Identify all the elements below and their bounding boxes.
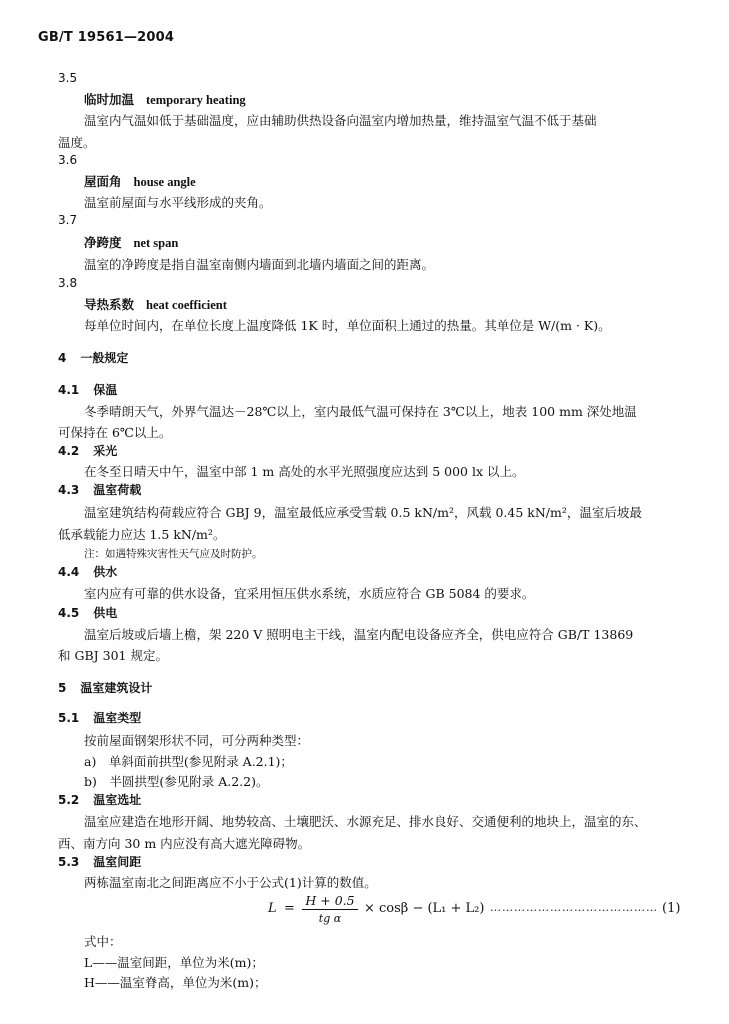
term-heading xyxy=(84,233,178,251)
clause-heading xyxy=(58,381,117,398)
term-english: house angle xyxy=(133,175,196,189)
clause-title: 温室荷载 xyxy=(93,483,142,497)
clause-heading xyxy=(58,853,141,870)
body-line: 按前屋面钢架形状不同，可分两种类型： xyxy=(84,733,310,748)
definition-line: 温度。 xyxy=(58,135,96,150)
standard-number-header: GB/T 19561—2004 xyxy=(38,30,175,45)
fraction-denominator: tg α xyxy=(318,912,342,925)
clause-number: 3.5 xyxy=(58,71,78,85)
term-chinese: 导热系数 xyxy=(84,297,135,312)
term-heading xyxy=(84,172,196,190)
section-heading xyxy=(58,679,152,696)
term-english: net span xyxy=(133,236,179,250)
formula-lhs: L xyxy=(268,901,277,916)
formula-equals: = xyxy=(284,901,295,916)
clause-number: 4.3 xyxy=(58,483,80,497)
clause-number: 5.1 xyxy=(58,711,80,725)
clause-heading xyxy=(58,563,117,580)
clause-number: 4.4 xyxy=(58,565,80,579)
clause-title: 供水 xyxy=(93,565,118,579)
list-item: a) 单斜面前拱型(参见附录 A.2.1)； xyxy=(84,754,293,769)
list-item: b) 半圆拱型(参见附录 A.2.2)。 xyxy=(84,774,269,789)
formula-fraction xyxy=(302,893,358,925)
clause-heading xyxy=(58,604,117,621)
section-heading xyxy=(58,349,128,366)
where-label: 式中： xyxy=(84,934,122,949)
clause-number: 3.8 xyxy=(58,276,78,290)
body-line: 室内应有可靠的供水设备，宜采用恒压供水系统，水质应符合 GB 5084 的要求。 xyxy=(84,586,535,601)
body-line: 可保持在 6℃以上。 xyxy=(58,425,172,440)
clause-heading xyxy=(58,481,141,498)
definition-line: 温室的净跨度是指自温室南侧内墙面到北墙内墙面之间的距离。 xyxy=(84,257,435,272)
section-number: 4 xyxy=(58,351,67,365)
body-line: 低承载能力应达 1.5 kN/m²。 xyxy=(58,527,226,542)
clause-number: 4.1 xyxy=(58,383,80,397)
term-heading xyxy=(84,295,227,313)
term-english: heat coefficient xyxy=(146,298,227,312)
clause-number: 4.5 xyxy=(58,606,80,620)
clause-number: 3.7 xyxy=(58,213,78,227)
variable-definition: L——温室间距，单位为米(m)； xyxy=(84,955,264,970)
body-line: 温室建筑结构荷载应符合 GBJ 9，温室最低应承受雪载 0.5 kN/m²，风载 0.45 kN/m²，温室后坡最 xyxy=(84,505,642,520)
fraction-bar xyxy=(302,909,358,910)
term-heading xyxy=(84,90,246,108)
clause-number: 4.2 xyxy=(58,444,80,458)
clause-title: 采光 xyxy=(93,444,118,458)
clause-title: 温室类型 xyxy=(93,711,142,725)
note: 注：如遇特殊灾害性天气应及时防护。 xyxy=(84,548,263,560)
formula-remainder: × cosβ − (L₁ + L₂) xyxy=(364,901,485,916)
body-line: 两栋温室南北之间距离应不小于公式(1)计算的数值。 xyxy=(84,875,377,890)
formula-1 xyxy=(268,893,688,929)
clause-title: 供电 xyxy=(93,606,118,620)
term-chinese: 净跨度 xyxy=(84,235,122,250)
fraction-numerator: H + 0.5 xyxy=(305,893,355,908)
body-line: 温室后坡或后墙上檐，架 220 V 照明电主干线，温室内配电设备应齐全，供电应符合 GB/T 13869 xyxy=(84,627,634,642)
formula-leader-dots: …………………………………… xyxy=(490,901,658,914)
clause-number: 5.2 xyxy=(58,793,80,807)
term-chinese: 屋面角 xyxy=(84,174,122,189)
section-title: 一般规定 xyxy=(80,351,129,365)
body-line: 温室应建造在地形开阔、地势较高、土壤肥沃、水源充足、排水良好、交通便利的地块上，温室的东、 xyxy=(84,814,647,829)
section-number: 5 xyxy=(58,681,67,695)
clause-heading xyxy=(58,709,141,726)
clause-title: 保温 xyxy=(93,383,118,397)
clause-number: 3.6 xyxy=(58,153,78,167)
clause-title: 温室选址 xyxy=(93,793,142,807)
clause-title: 温室间距 xyxy=(93,855,142,869)
body-line: 冬季晴朗天气，外界气温达－28℃以上，室内最低气温可保持在 3℃以上，地表 100 mm 深处地温 xyxy=(84,404,637,419)
clause-number: 5.3 xyxy=(58,855,80,869)
body-line: 西、南方向 30 m 内应没有高大遮光障碍物。 xyxy=(58,836,311,851)
clause-heading xyxy=(58,791,141,808)
variable-definition: H——温室脊高，单位为米(m)； xyxy=(84,975,267,990)
definition-line: 温室内气温如低于基础温度，应由辅助供热设备向温室内增加热量，维持温室气温不低于基础 xyxy=(84,113,597,128)
definition-line: 每单位时间内，在单位长度上温度降低 1K 时，单位面积上通过的热量。其单位是 W/(m · K)。 xyxy=(84,318,611,333)
formula-number: (1) xyxy=(662,901,681,916)
definition-line: 温室前屋面与水平线形成的夹角。 xyxy=(84,195,272,210)
body-line: 和 GBJ 301 规定。 xyxy=(58,648,168,663)
term-english: temporary heating xyxy=(146,93,246,107)
section-title: 温室建筑设计 xyxy=(80,681,153,695)
body-line: 在冬至日晴天中午，温室中部 1 m 高处的水平光照强度应达到 5 000 lx 以上。 xyxy=(84,464,525,479)
clause-heading xyxy=(58,442,117,459)
term-chinese: 临时加温 xyxy=(84,92,135,107)
